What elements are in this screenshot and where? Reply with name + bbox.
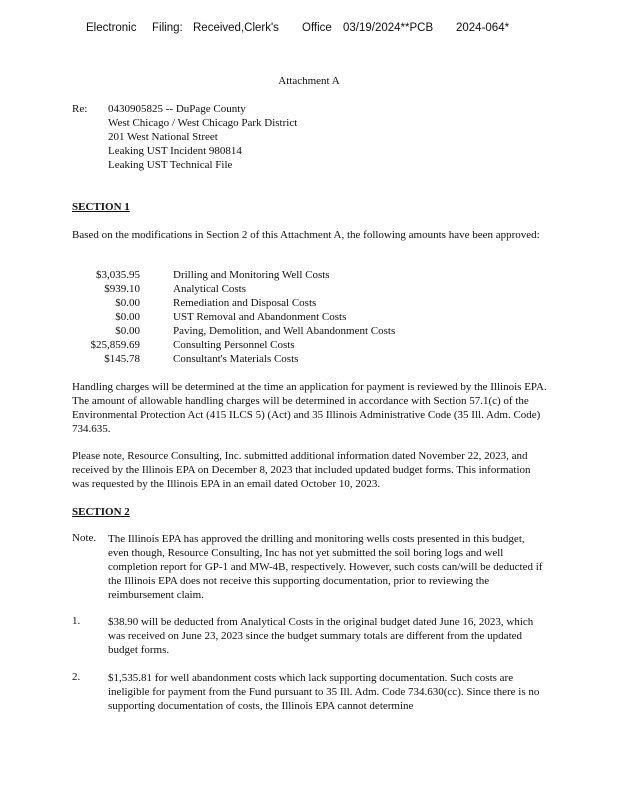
cost-category: Remediation and Disposal Costs <box>173 297 317 309</box>
section1-intro: Based on the modifications in Section 2 of this Attachment A, the following amounts have been approved: <box>72 229 540 241</box>
cost-amount: $0.00 <box>115 311 140 323</box>
re-label: Re: <box>72 103 88 115</box>
cost-category: Analytical Costs <box>173 283 247 295</box>
list-item: $38.90 will be deducted from Analytical Costs in the original budget dated June 16, 2023, which was received on June 23, 2023 since the budget summary totals are different from the updated budget forms. <box>108 616 534 656</box>
cost-table <box>0 268 618 368</box>
section2-heading: SECTION 2 <box>72 506 130 518</box>
cost-category: Consultant's Materials Costs <box>173 353 299 365</box>
cost-amount: $0.00 <box>115 325 140 337</box>
cost-row <box>0 310 618 324</box>
handling-paragraph: Handling charges will be determined at the time an application for payment is reviewed by the Illinois EPA. The amount of allowable handling charges will be determined in accordance with Section 57.1(c) of the Environmental Protection Act (415 ILCS 5) (Act) and 35 Illinois Administrative Code (35 Ill. Adm. Code) 734.635. <box>72 381 547 435</box>
header-electronic: Electronic <box>86 22 137 34</box>
header-office: Office <box>302 22 332 34</box>
header-received: Received,Clerk's <box>193 22 279 34</box>
cost-amount: $145.78 <box>104 353 140 365</box>
cost-row <box>0 282 618 296</box>
cost-category: Drilling and Monitoring Well Costs <box>173 269 330 281</box>
cost-category: UST Removal and Abandonment Costs <box>173 311 347 323</box>
list-item: $1,535.81 for well abandonment costs which lack supporting documentation. Such costs are ineligible for payment from the Fund pursuant to 35 Ill. Adm. Code 734.630(cc). Since there is no supporting documentation of costs, the Illinois EPA cannot determine <box>108 672 540 712</box>
cost-amount: $25,859.69 <box>90 339 140 351</box>
re-line: 201 West National Street <box>108 131 218 143</box>
cost-row <box>0 324 618 338</box>
section2-note: The Illinois EPA has approved the drilling and monitoring wells costs presented in this budget, even though, Resource Consulting, Inc has not yet submitted the soil boring logs and well completion report for GP-1 and MW-4B, respectively. However, such costs can/will be deducted if the Illinois EPA does not receive this supporting documentation, prior to reviewing the reimbursement claim. <box>108 533 543 601</box>
section1-heading: SECTION 1 <box>72 201 130 213</box>
re-line: Leaking UST Technical File <box>108 159 233 171</box>
note-paragraph: Please note, Resource Consulting, Inc. submitted additional information dated November 22, 2023, and received by the Illinois EPA on December 8, 2023 that included updated budget forms. This information was requested by the Illinois EPA in an email dated October 10, 2023. <box>72 450 531 490</box>
cost-amount: $3,035.95 <box>96 269 140 281</box>
re-line: Leaking UST Incident 980814 <box>108 145 242 157</box>
header-date: 03/19/2024**PCB <box>343 22 434 34</box>
header-case: 2024-064* <box>456 22 510 34</box>
re-line: 0430905825 -- DuPage County <box>108 103 246 115</box>
note-label: Note. <box>72 532 97 544</box>
attachment-title: Attachment A <box>278 75 340 87</box>
item-number: 2. <box>72 671 81 683</box>
cost-amount: $0.00 <box>115 297 140 309</box>
header-filing: Filing: <box>152 22 183 34</box>
re-line: West Chicago / West Chicago Park District <box>108 117 298 129</box>
cost-row <box>0 268 618 282</box>
cost-amount: $939.10 <box>104 283 140 295</box>
cost-row <box>0 338 618 352</box>
cost-row <box>0 352 618 366</box>
cost-row <box>0 296 618 310</box>
cost-category: Paving, Demolition, and Well Abandonment Costs <box>173 325 396 337</box>
cost-category: Consulting Personnel Costs <box>173 339 295 351</box>
item-number: 1. <box>72 615 81 627</box>
